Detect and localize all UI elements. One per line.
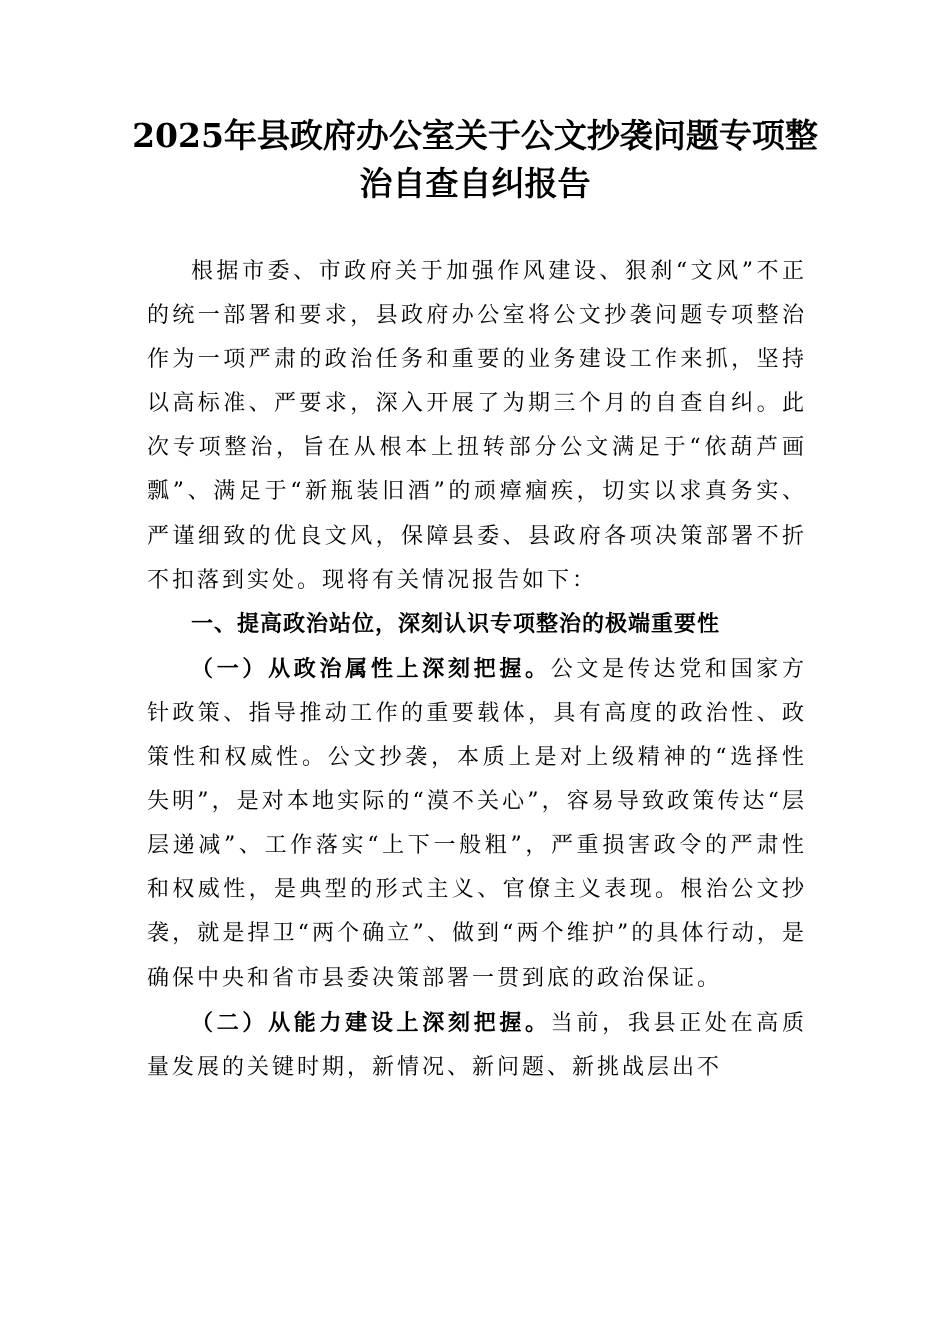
point-label-2: （二）从能力建设上深刻把握。 (191, 1009, 551, 1036)
section-heading: 一、提高政治站位，深刻认识专项整治的极端重要性 (191, 611, 721, 637)
point-label-1: （一）从政治属性上深刻把握。 (191, 655, 551, 682)
point-text-2: 当前，我县正处在高质量发展的关键时期，新情况、新问题、新挑战层出不 (147, 1010, 807, 1080)
document-body (147, 250, 807, 1090)
point-paragraph-1 (147, 647, 807, 1001)
point-text-1: 公文是传达党和国家方针政策、指导推动工作的重要载体，具有高度的政治性、政策性和权威性。公文抄袭，本质上是对上级精神的“选择性失明”，是对本地实际的“漠不关心”，容易导致政策传达“层层递减”、工作落实“上下一般粗”，严重损害政令的严肃性和权威性，是典型的形式主义、官僚主义表现。根治公文抄袭，就是捍卫“两个确立”、做到“两个维护”的具体行动，是确保中央和省市县委决策部署一贯到底的政治保证。 (147, 656, 807, 991)
intro-paragraph: 根据市委、市政府关于加强作风建设、狠刹“文风”不正的统一部署和要求，县政府办公室将公文抄袭问题专项整治作为一项严肃的政治任务和重要的业务建设工作来抓，坚持以高标准、严要求，深入开展了为期三个月的自查自纠。此次专项整治，旨在从根本上扭转部分公文满足于“依葫芦画瓢”、满足于“新瓶装旧酒”的顽瘴痼疾，切实以求真务实、严谨细致的优良文风，保障县委、县政府各项决策部署不折不扣落到实处。现将有关情况报告如下： (147, 259, 807, 593)
document-title: 2025年县政府办公室关于公文抄袭问题专项整治自查自纠报告 (132, 116, 818, 203)
point-paragraph-2 (147, 1001, 807, 1090)
